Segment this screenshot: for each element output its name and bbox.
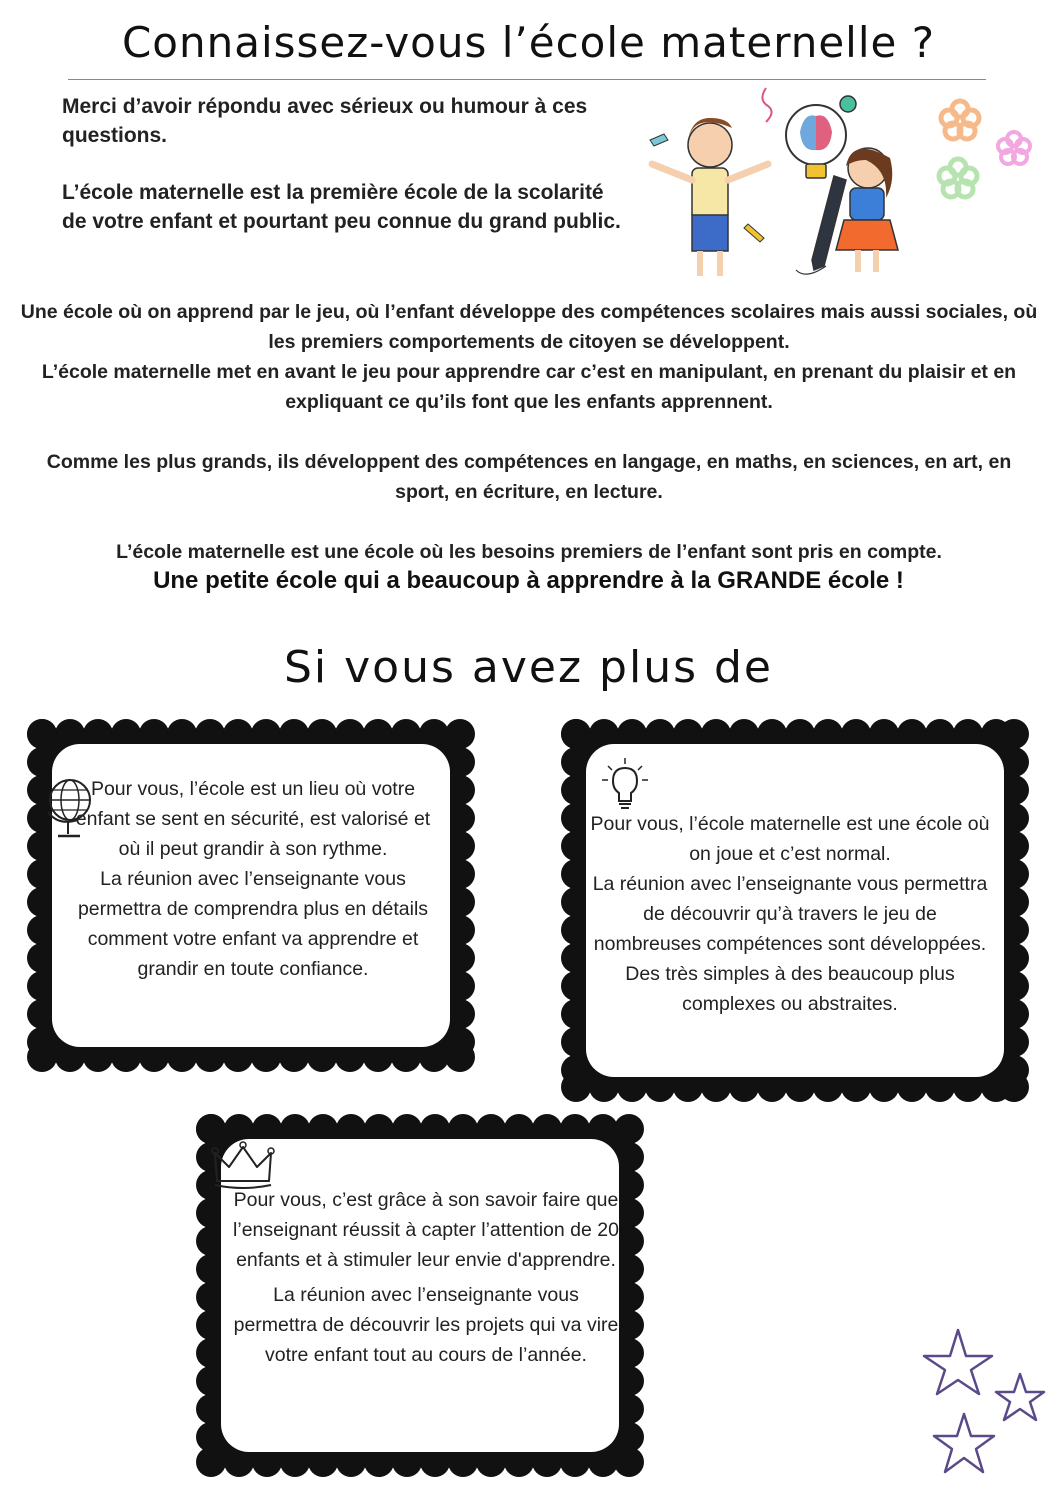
page-title: Connaissez-vous l’école maternelle ? (121, 18, 936, 67)
card-2-paragraph-2: La réunion avec l’enseignante vous permettra de découvrir qu’à travers le jeu de nombreuses compétences sont développées. Des très simples à des beaucoup plus complexes ou abstraites. (592, 873, 988, 1015)
tagline: Une petite école qui a beaucoup à apprendre à la GRANDE école ! (153, 567, 904, 594)
lightbulb-icon (598, 756, 652, 812)
card-1-paragraph-1: Pour vous, l’école est un lieu où votre enfant se sent en sécurité, est valorisé et où il peut grandir à son rythme. (75, 778, 431, 860)
stars-decoration (918, 1322, 1050, 1482)
children-illustration (636, 80, 906, 280)
info-card-3 (195, 1113, 645, 1478)
card-3-paragraph-2: La réunion avec l’enseignante vous permettra de découvrir les projets qui va vire votre enfant tout au cours de l’année. (233, 1284, 619, 1366)
info-card-2 (560, 718, 1030, 1103)
crown-icon (211, 1141, 275, 1191)
paragraph-2: L’école maternelle met en avant le jeu pour apprendre car c’est en manipulant, en prenant du plaisir et en expliquant ce qu’ils font que les enfants apprennent. (41, 361, 1017, 413)
intro-paragraph-1: Merci d’avoir répondu avec sérieux ou humour à ces questions. (62, 95, 588, 147)
card-1-paragraph-2: La réunion avec l’enseignante vous permettra de comprendra plus en détails comment votre enfant va apprendre et grandir en toute confiance. (77, 868, 429, 980)
paragraph-3: Comme les plus grands, ils développent des compétences en langage, en maths, en sciences, en art, en sport, en écriture, en lecture. (46, 451, 1012, 503)
info-card-1 (26, 718, 476, 1073)
paragraph-4: L’école maternelle est une école où les besoins premiers de l’enfant sont pris en compte. (116, 541, 942, 563)
body-text (18, 297, 1040, 567)
intro-paragraph-2: L’école maternelle est la première école de la scolarité de votre enfant et pourtant peu connue du grand public. (62, 181, 621, 233)
paragraph-1: Une école où on apprend par le jeu, où l’enfant développe des compétences scolaires mais aussi sociales, où les premiers comportements de citoyen se développent. (20, 301, 1038, 353)
flowers-decoration (928, 95, 1038, 215)
card-1-text (71, 774, 435, 984)
card-3-paragraph-1: Pour vous, c’est grâce à son savoir faire que l’enseignant réussit à capter l’attention de 20 enfants et à stimuler leur envie d'apprendre. (233, 1189, 619, 1271)
card-3-text (230, 1185, 622, 1370)
intro-text (62, 92, 622, 236)
card-2-paragraph-1: Pour vous, l’école maternelle est une école où on joue et c’est normal. (590, 813, 990, 865)
card-2-text (590, 809, 990, 1019)
section-subtitle: Si vous avez plus de (283, 642, 773, 693)
